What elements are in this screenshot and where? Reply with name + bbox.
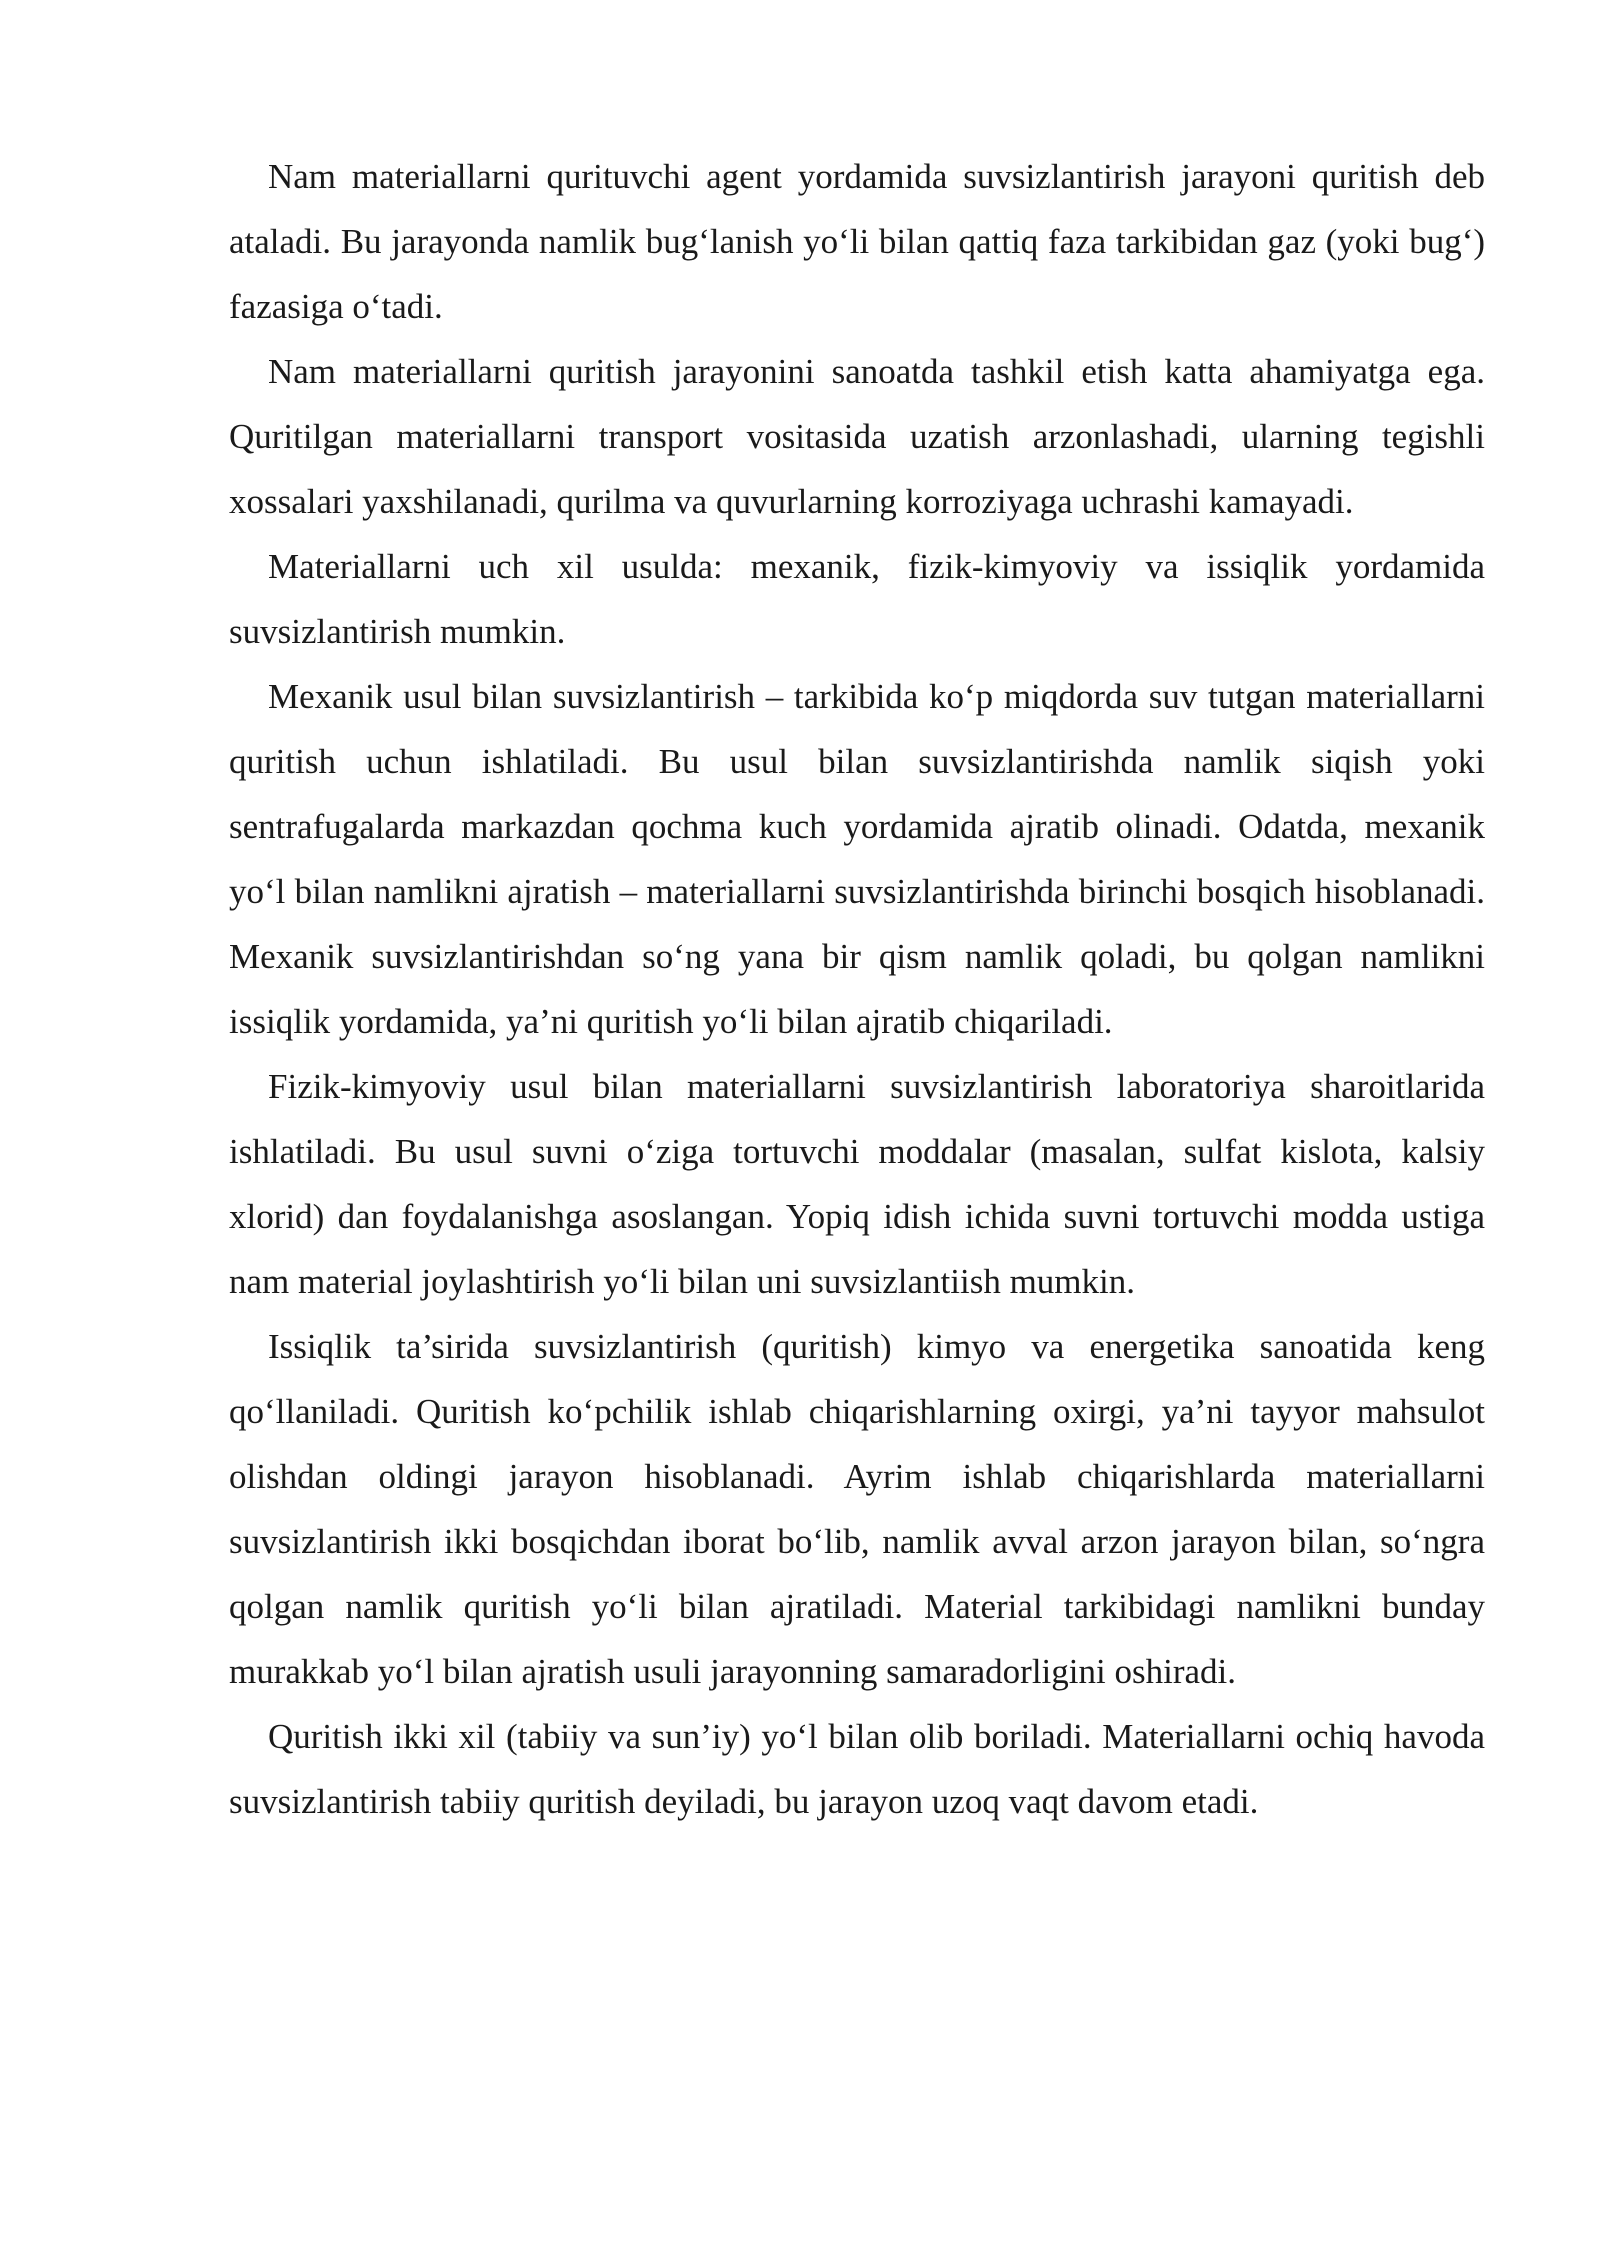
document-body [229,144,1485,1834]
paragraph-5: Fizik-kimyoviy usul bilan materiallarni suvsizlantirish laboratoriya sharoitlarida ishlatiladi. Bu usul suvni o‘ziga tortuvchi moddalar (masalan, sulfat kislota, kalsiy xlorid) dan foydalanishga asoslangan. Yopiq idish ichida suvni tortuvchi modda ustiga nam material joylashtirish yo‘li bilan uni suvsizlantiish mumkin. [229,1067,1485,1301]
paragraph-3: Materiallarni uch xil usulda: mexanik, fizik-kimyoviy va issiqlik yordamida suvsizlantirish mumkin. [229,547,1485,651]
paragraph-4: Mexanik usul bilan suvsizlantirish – tarkibida ko‘p miqdorda suv tutgan materiallarni quritish uchun ishlatiladi. Bu usul bilan suvsizlantirishda namlik siqish yoki sentrafugalarda markazdan qochma kuch yordamida ajratib olinadi. Odatda, mexanik yo‘l bilan namlikni ajratish – materiallarni suvsizlantirishda birinchi bosqich hisoblanadi. Mexanik suvsizlantirishdan so‘ng yana bir qism namlik qoladi, bu qolgan namlikni issiqlik yordamida, ya’ni quritish yo‘li bilan ajratib chiqariladi. [229,677,1485,1041]
paragraph-2: Nam materiallarni quritish jarayonini sanoatda tashkil etish katta ahamiyatga ega. Quritilgan materiallarni transport vositasida uzatish arzonlashadi, ularning tegishli xossalari yaxshilanadi, qurilma va quvurlarning korroziyaga uchrashi kamayadi. [229,352,1485,521]
paragraph-1: Nam materiallarni qurituvchi agent yordamida suvsizlantirish jarayoni quritish deb ataladi. Bu jarayonda namlik bug‘lanish yo‘li bilan qattiq faza tarkibidan gaz (yoki bug‘) fazasiga o‘tadi. [229,157,1485,326]
paragraph-7: Quritish ikki xil (tabiiy va sun’iy) yo‘l bilan olib boriladi. Materiallarni ochiq havoda suvsizlantirish tabiiy quritish deyiladi, bu jarayon uzoq vaqt davom etadi. [229,1717,1485,1821]
paragraph-6: Issiqlik ta’sirida suvsizlantirish (quritish) kimyo va energetika sanoatida keng qo‘llaniladi. Quritish ko‘pchilik ishlab chiqarishlarning oxirgi, ya’ni tayyor mahsulot olishdan oldingi jarayon hisoblanadi. Ayrim ishlab chiqarishlarda materiallarni suvsizlantirish ikki bosqichdan iborat bo‘lib, namlik avval arzon jarayon bilan, so‘ngra qolgan namlik quritish yo‘li bilan ajratiladi. Material tarkibidagi namlikni bunday murakkab yo‘l bilan ajratish usuli jarayonning samaradorligini oshiradi. [229,1327,1485,1691]
